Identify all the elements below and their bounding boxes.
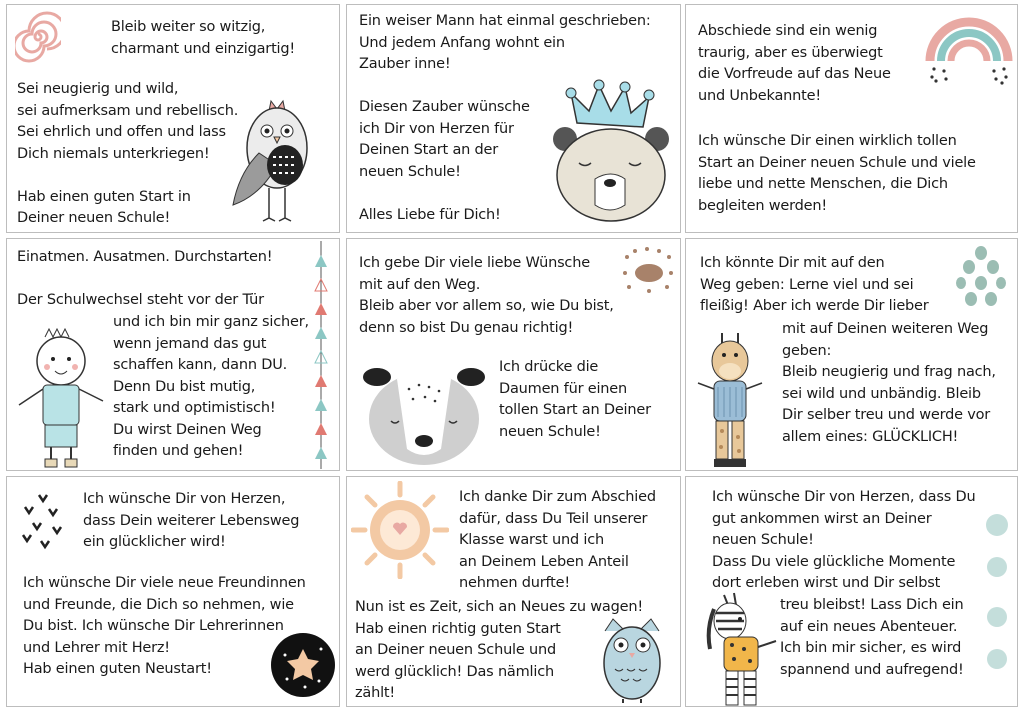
- card-2-body: Ein weiser Mann hat einmal geschrieben: Und jedem Anfang wohnt ein Zauber inne! Diesen Zauber wünsche ich Dir von Herzen für Deinen Start an der neuen Schule! Alles Liebe für Dich!: [359, 13, 651, 223]
- card-8-body: Nun ist es Zeit, sich an Neues zu wagen! Hab einen richtig guten Start an Deiner neuen Schule und werd glücklich! Das nämlich zählt!: [355, 599, 643, 701]
- giraffe-icon: [692, 327, 774, 469]
- card-4-heading: Einatmen. Ausatmen. Durchstarten! Der Schulwechsel steht vor der Tür: [17, 249, 273, 308]
- card-9: [685, 476, 1018, 707]
- spiral-icon: [15, 11, 61, 63]
- card-1-body: Sei neugierig und wild, sei aufmerksam und rebellisch. Sei ehrlich und offen und lass Dich niemals unterkriegen! Hab einen guten Start in Deiner neuen Schule!: [17, 81, 239, 226]
- card-6: [685, 238, 1018, 471]
- card-7-heading: Ich wünsche Dir von Herzen, dass Dein weiterer Lebensweg ein glücklicher wird!: [83, 491, 300, 550]
- card-1: [6, 4, 340, 233]
- card-4-body: und ich bin mir ganz sicher, wenn jemand das gut schaffen kann, dann DU. Denn Du bist mutig, stark und optimistisch! Du wirst Deinen Weg finden und gehen!: [113, 314, 309, 459]
- card-5-body: Ich drücke die Daumen für einen tollen Start an Deiner neuen Schule!: [499, 359, 651, 440]
- card-7: [6, 476, 340, 707]
- zebra-icon: [704, 591, 786, 707]
- card-8-heading: Ich danke Dir zum Abschied dafür, dass Du Teil unserer Klasse warst und ich an Deinem Leben Anteil nehmen durfte!: [459, 489, 656, 591]
- boy-icon: [15, 327, 107, 469]
- hearts-icon: [19, 483, 65, 561]
- card-3-body: Ich wünsche Dir einen wirklich tollen Start an Deiner neuen Schule und viele liebe und nette Menschen, die Dich begleiten werden!: [698, 133, 976, 214]
- sun-icon: [351, 481, 449, 579]
- triangle-garland-icon: [311, 241, 331, 469]
- card-5-heading: Ich gebe Dir viele liebe Wünsche mit auf den Weg. Bleib aber vor allem so, wie Du bist, denn so bist Du genau richtig!: [359, 255, 614, 336]
- card-1-heading: Bleib weiter so witzig, charmant und einzigartig!: [111, 19, 296, 57]
- owl-icon: [599, 617, 665, 705]
- paw-icon: [619, 243, 679, 295]
- card-3-heading: Abschiede sind ein wenig traurig, aber es überwiegt die Vorfreude auf das Neue und Unbekannte!: [698, 23, 891, 104]
- bird-icon: [229, 93, 319, 231]
- card-9-heading: Ich wünsche Dir von Herzen, dass Du gut ankommen wirst an Deiner neuen Schule! Dass Du viele glückliche Momente dort erleben wirst und Dir selbst: [712, 489, 976, 591]
- dots-cluster-icon: [956, 245, 1006, 309]
- panda-face-icon: [357, 359, 491, 469]
- star-circle-icon: [269, 629, 339, 701]
- card-3: [685, 4, 1018, 233]
- card-4: [6, 238, 340, 471]
- card-8: [346, 476, 681, 707]
- rainbow-icon: [924, 13, 1014, 91]
- card-6-body: mit auf Deinen weiteren Weg geben: Bleib neugierig und frag nach, sei wild und unbändig. Bleib Dir selber treu und werde vor allem eines: GLÜCKLICH!: [782, 321, 996, 445]
- crowned-bear-icon: [549, 79, 673, 225]
- card-9-body: treu bleibst! Lass Dich ein auf ein neues Abenteuer. Ich bin mir sicher, es wird spannend und aufregend!: [780, 597, 964, 678]
- dots-column-icon: [982, 511, 1012, 671]
- card-7-body: Ich wünsche Dir viele neue Freundinnen und Freunde, die Dich so nehmen, wie Du bist. Ich wünsche Dir Lehrerinnen und Lehrer mit Herz! Hab einen guten Neustart!: [23, 575, 306, 677]
- card-5: [346, 238, 681, 471]
- card-6-heading: Ich könnte Dir mit auf den Weg geben: Lerne viel und sei fleißig! Aber ich werde Dir lieber: [700, 255, 929, 314]
- card-2: [346, 4, 681, 233]
